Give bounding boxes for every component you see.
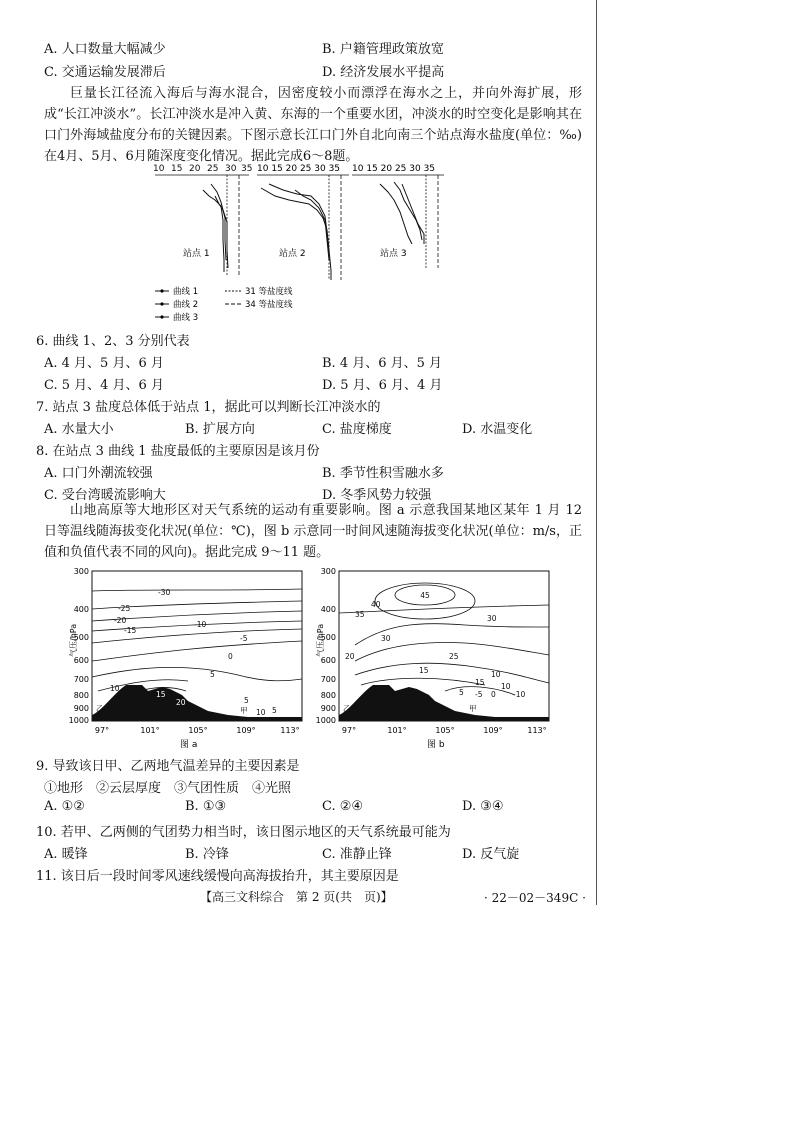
svg-text:45: 45 [420, 591, 430, 600]
svg-text:97°: 97° [341, 726, 357, 735]
salinity-station-3 [350, 160, 450, 285]
q8-option-c: C. 受台湾暖流影响大 [44, 488, 166, 503]
svg-text:900: 900 [73, 704, 89, 713]
svg-text:400: 400 [73, 605, 89, 614]
q9-option-a: A. ①② [44, 799, 85, 814]
q9-items: ①地形 ②云层厚度 ③气团性质 ④光照 [44, 781, 292, 796]
q7-option-c: C. 盐度梯度 [322, 422, 392, 437]
q6-stem: 6. 曲线 1、2、3 分别代表 [36, 334, 190, 349]
prev-option-c: C. 交通运输发展滞后 [44, 65, 166, 80]
svg-text:97°: 97° [94, 726, 110, 735]
svg-text:113°: 113° [280, 726, 300, 735]
svg-text:900: 900 [320, 704, 336, 713]
svg-text:10 15 20 25 30 35: 10 15 20 25 30 35 [257, 164, 341, 174]
svg-text:10 15 20 25 30 35: 10 15 20 25 30 35 [352, 164, 436, 174]
svg-text:800: 800 [320, 691, 336, 700]
caption-a: 图 a [180, 740, 198, 750]
svg-text:500: 500 [73, 633, 89, 642]
svg-text:-5: -5 [240, 634, 248, 643]
svg-text:0: 0 [228, 652, 233, 661]
q10-option-b: B. 冷锋 [185, 847, 229, 862]
svg-text:5: 5 [459, 688, 464, 697]
passage-yangtze: 巨量长江径流入海后与海水混合，因密度较小而漂浮在海水之上，并向外海扩展，形成“长江冲淡水”。长江冲淡水是冲入黄、东海的一个重要水团，冲淡水的时空变化是影响其在口门外海域盐度分布的关键因素。下图示意长江口门外自北向南三个站点海水盐度(单位：‰)在4月、5月、6月随深度变化情况。据此完成6～8题。 [44, 86, 582, 164]
svg-text:10: 10 [110, 684, 120, 693]
svg-text:-30: -30 [158, 588, 171, 597]
svg-text:-10: -10 [513, 690, 526, 699]
svg-text:40: 40 [371, 600, 381, 609]
axis-tick: 25 [207, 164, 219, 174]
q10-stem: 10. 若甲、乙两侧的气团势力相当时，该日图示地区的天气系统最可能为 [36, 825, 451, 840]
figure-b-windspeed [315, 565, 555, 750]
svg-text:20: 20 [345, 652, 355, 661]
q9-option-d: D. ③④ [462, 799, 504, 814]
svg-text:600: 600 [73, 656, 89, 665]
legend-isoline-31: 31 等盐度线 [245, 287, 293, 297]
svg-text:15: 15 [156, 690, 166, 699]
svg-text:105°: 105° [435, 726, 455, 735]
q8-option-a: A. 口门外潮流较强 [44, 466, 153, 481]
legend-isoline-34: 34 等盐度线 [245, 300, 293, 310]
axis-tick: 10 [153, 164, 165, 174]
svg-text:109°: 109° [483, 726, 503, 735]
axis-tick: 20 [189, 164, 201, 174]
station-label: 站点 3 [380, 249, 407, 259]
svg-text:700: 700 [73, 675, 89, 684]
q9-stem: 9. 导致该日甲、乙两地气温差异的主要因素是 [36, 759, 300, 774]
page-margin-line [596, 0, 597, 905]
svg-text:800: 800 [73, 691, 89, 700]
svg-text:10: 10 [501, 682, 511, 691]
q8-option-b: B. 季节性积雪融水多 [322, 466, 444, 481]
svg-text:30: 30 [487, 614, 497, 623]
svg-text:15: 15 [419, 666, 429, 675]
svg-text:0: 0 [491, 690, 496, 699]
label-jia: 甲 [469, 704, 477, 713]
svg-text:10: 10 [256, 708, 266, 717]
legend-curve-2: 曲线 2 [173, 300, 199, 310]
axis-tick: 30 [225, 164, 237, 174]
footer-page-info: 【高三文科综合 第 2 页(共 页)】 [200, 890, 393, 904]
y-axis-label: 气压/hPa [316, 623, 325, 657]
svg-text:35: 35 [355, 610, 365, 619]
svg-text:5: 5 [272, 706, 277, 715]
svg-text:5: 5 [244, 696, 249, 705]
q8-stem: 8. 在站点 3 曲线 1 盐度最低的主要原因是该月份 [36, 444, 320, 459]
footer-code: · 22－02－349C · [484, 891, 586, 905]
prev-option-b: B. 户籍管理政策放宽 [322, 42, 444, 57]
legend-curve-3: 曲线 3 [173, 313, 199, 323]
svg-text:20: 20 [176, 698, 186, 707]
q9-option-c: C. ②④ [322, 799, 364, 814]
q7-option-d: D. 水温变化 [462, 422, 533, 437]
svg-text:-15: -15 [124, 626, 137, 635]
station-label: 站点 1 [183, 249, 210, 259]
svg-text:300: 300 [320, 567, 336, 576]
svg-text:700: 700 [320, 675, 336, 684]
q11-stem: 11. 该日后一段时间零风速线缓慢向高海拔抬升，其主要原因是 [36, 869, 399, 884]
q10-option-d: D. 反气旋 [462, 847, 520, 862]
passage-terrain: 山地高原等大地形区对天气系统的运动有重要影响。图 a 示意我国某地区某年 1 月 12 日等温线随海拔变化状况(单位：℃)，图 b 示意同一时间风速随海拔变化状况(单位：m/s，正值和负值代表不同的风向)。据此完成 9～11 题。 [44, 503, 582, 560]
svg-text:109°: 109° [236, 726, 256, 735]
q10-option-a: A. 暖锋 [44, 847, 88, 862]
svg-text:101°: 101° [140, 726, 160, 735]
svg-text:400: 400 [320, 605, 336, 614]
svg-text:113°: 113° [527, 726, 547, 735]
q8-option-d: D. 冬季风势力较强 [322, 488, 432, 503]
q9-option-b: B. ①③ [185, 799, 227, 814]
legend-curve-1: 曲线 1 [173, 287, 199, 297]
figure-a-isotherms [68, 565, 308, 750]
svg-text:-5: -5 [475, 690, 483, 699]
q7-stem: 7. 站点 3 盐度总体低于站点 1，据此可以判断长江冲淡水的 [36, 400, 381, 415]
svg-text:500: 500 [320, 633, 336, 642]
prev-option-a: A. 人口数量大幅减少 [44, 42, 166, 57]
q7-option-a: A. 水量大小 [44, 422, 114, 437]
svg-text:105°: 105° [188, 726, 208, 735]
svg-text:-25: -25 [118, 604, 131, 613]
svg-text:15: 15 [475, 678, 485, 687]
svg-text:10: 10 [491, 670, 501, 679]
svg-text:25: 25 [449, 652, 459, 661]
axis-tick: 15 [171, 164, 183, 174]
svg-text:101°: 101° [387, 726, 407, 735]
caption-b: 图 b [427, 740, 445, 750]
station-label: 站点 2 [279, 249, 306, 259]
svg-text:1000: 1000 [315, 716, 336, 725]
label-yi: 乙 [96, 704, 104, 713]
label-jia: 甲 [240, 706, 248, 715]
q10-option-c: C. 准静止锋 [322, 847, 392, 862]
q6-option-d: D. 5 月、6 月、4 月 [322, 378, 443, 393]
salinity-station-2 [255, 160, 355, 285]
axis-tick: 35 [241, 164, 253, 174]
q7-option-b: B. 扩展方向 [185, 422, 255, 437]
svg-text:300: 300 [73, 567, 89, 576]
svg-text:5: 5 [210, 670, 215, 679]
svg-text:1000: 1000 [68, 716, 89, 725]
svg-text:-10: -10 [194, 620, 207, 629]
svg-text:-20: -20 [114, 616, 127, 625]
svg-text:600: 600 [320, 656, 336, 665]
q6-option-b: B. 4 月、6 月、5 月 [322, 356, 443, 371]
q6-option-c: C. 5 月、4 月、6 月 [44, 378, 164, 393]
label-yi: 乙 [343, 704, 351, 713]
svg-text:30: 30 [381, 634, 391, 643]
q6-option-a: A. 4 月、5 月、6 月 [44, 356, 164, 371]
prev-option-d: D. 经济发展水平提高 [322, 65, 445, 80]
y-axis-label: 气压/hPa [69, 623, 78, 657]
